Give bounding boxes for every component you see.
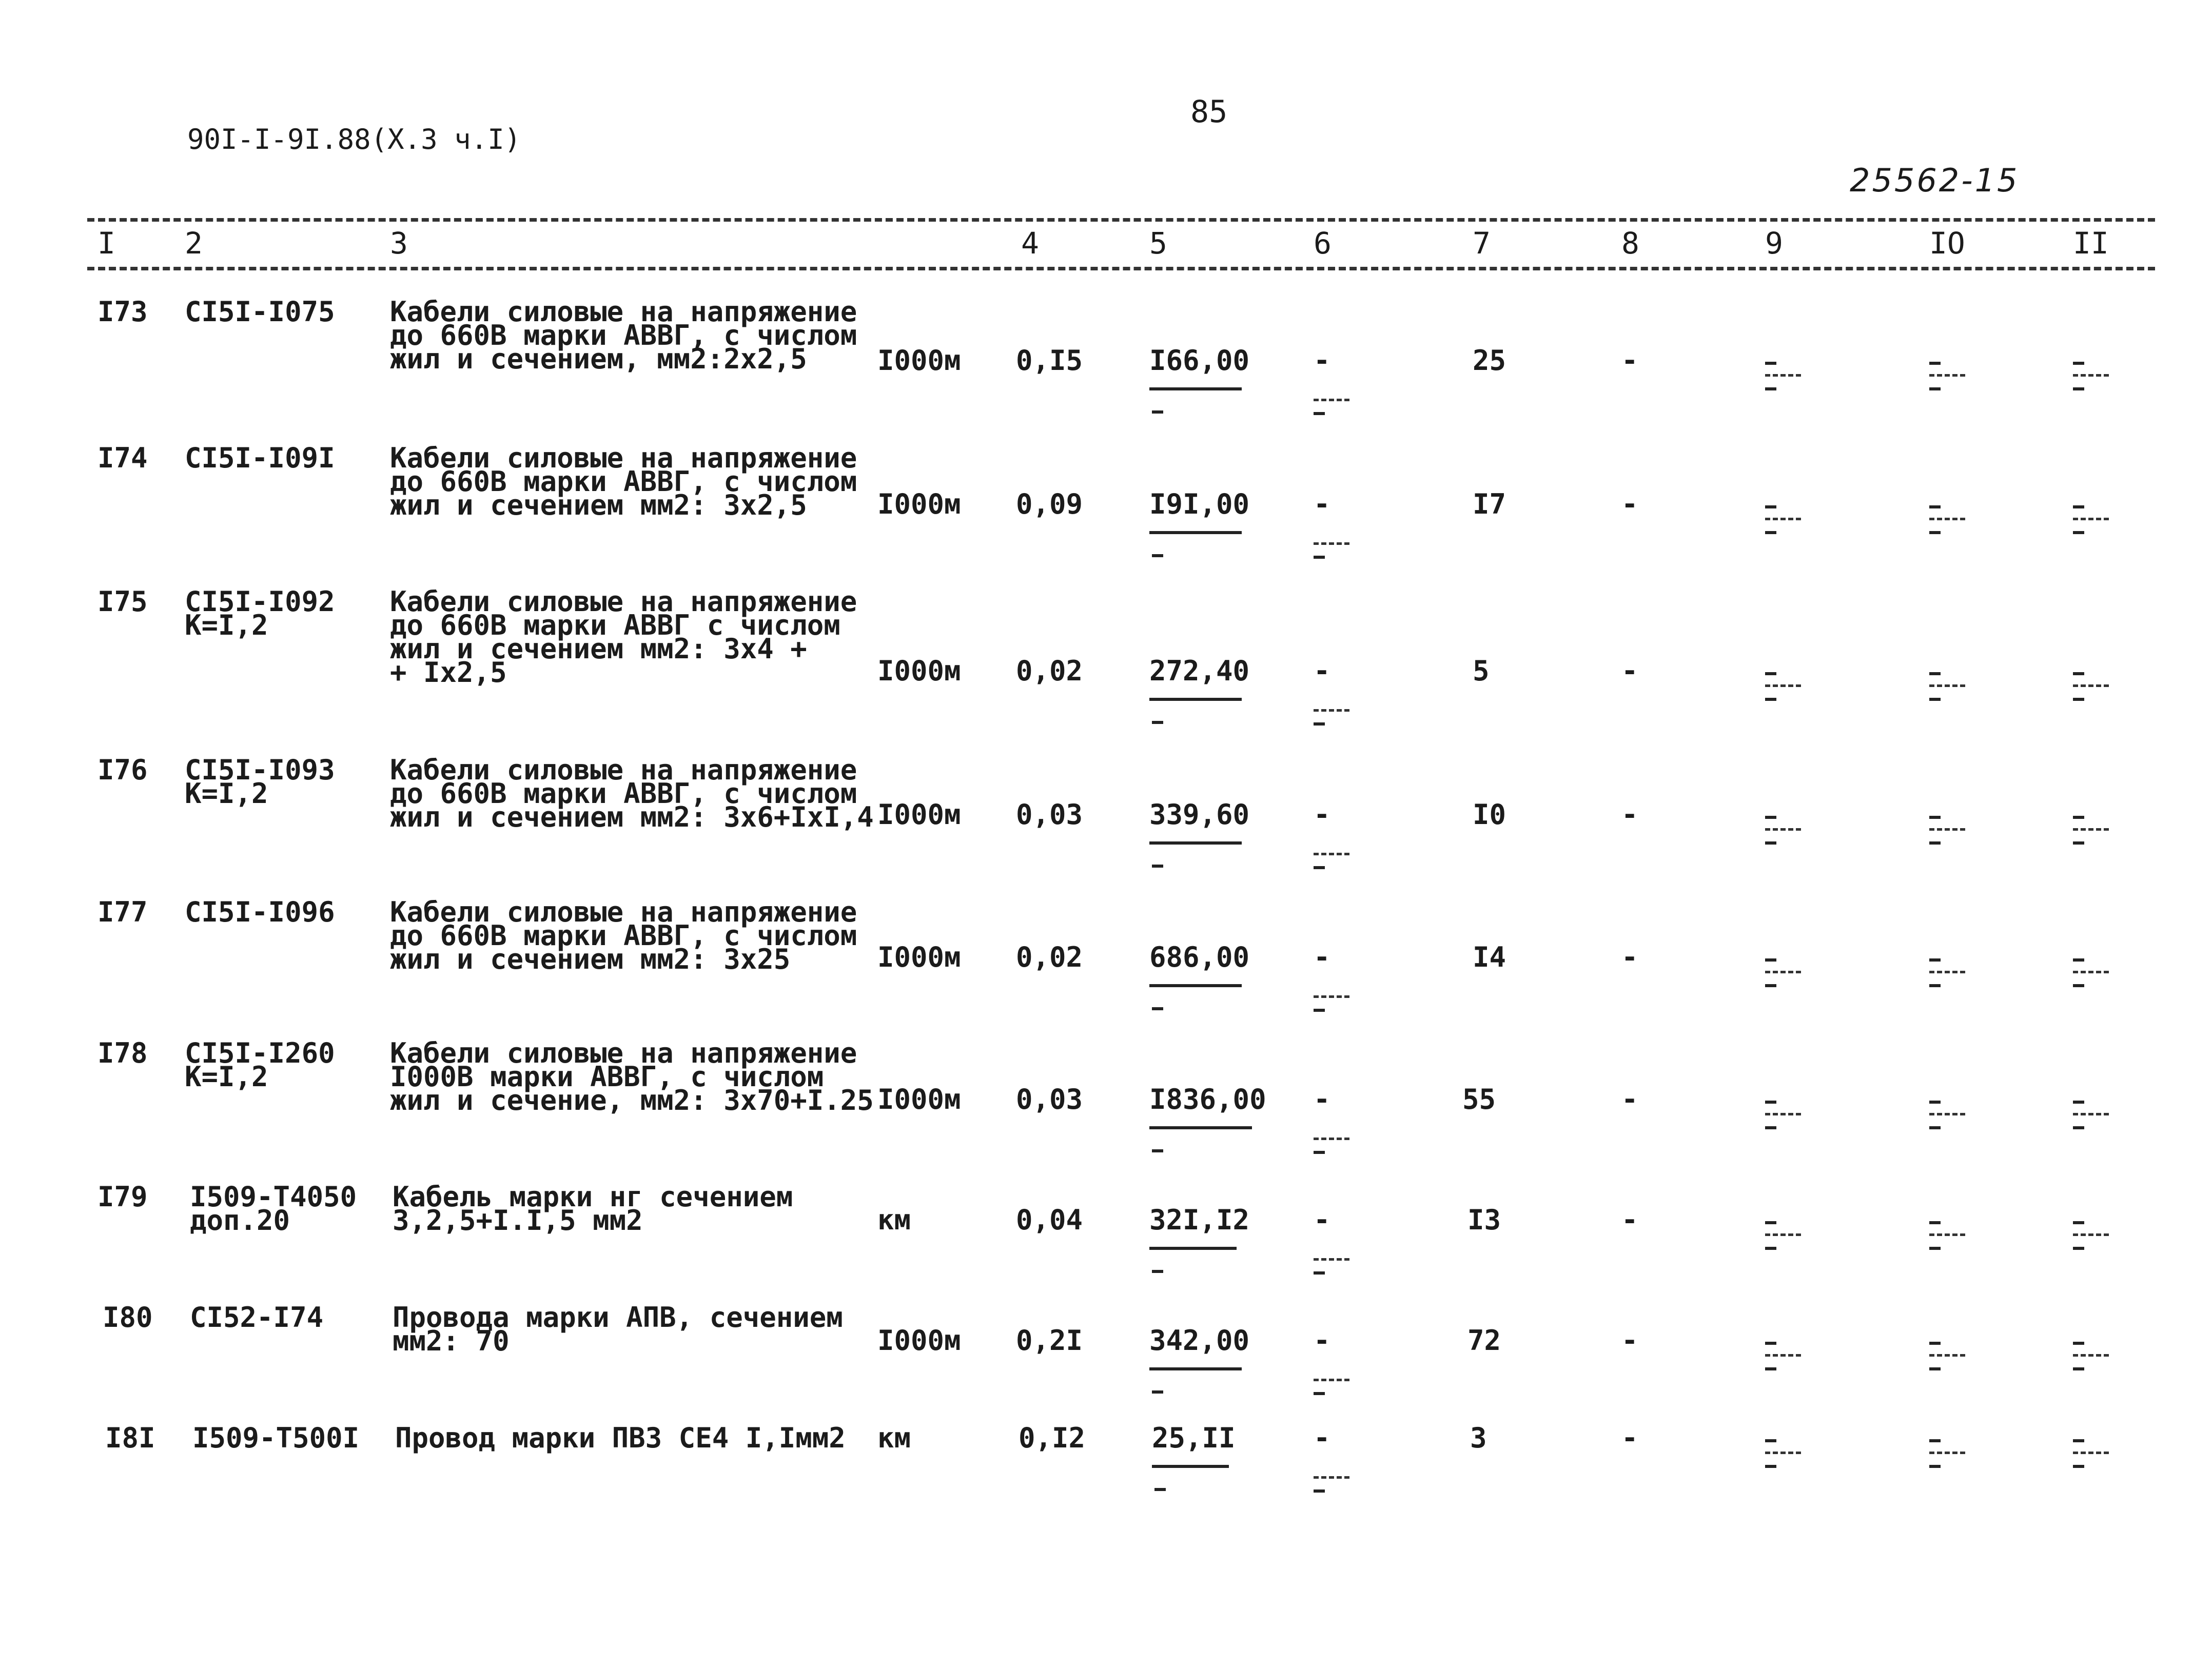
- row-unit: I000м: [877, 488, 961, 520]
- row-quantity: 0,03: [1016, 798, 1083, 831]
- col-header-1: I: [97, 226, 115, 261]
- row-code: CI52-I74: [190, 1301, 324, 1334]
- col6-marks: [1314, 1464, 1355, 1495]
- price-underline: [1149, 841, 1242, 845]
- col6-marks: [1314, 983, 1355, 1014]
- row-code: CI5I-I075: [185, 296, 335, 328]
- header-top-rule: [87, 218, 2155, 222]
- col11-marks: [2073, 1101, 2114, 1131]
- col9-marks: [1765, 505, 1806, 536]
- price-underline: [1149, 984, 1242, 987]
- price-underline: [1149, 698, 1242, 701]
- price-tick: [1152, 554, 1163, 557]
- row-quantity: 0,04: [1016, 1204, 1083, 1236]
- handwritten-stamp: 25562-15: [1850, 162, 2020, 199]
- col-header-3: 3: [390, 226, 408, 261]
- row-price: 686,00: [1149, 941, 1250, 973]
- row-description: Кабели силовые на напряжение до 660В марки АВВГ, с числом жил и сечением мм2: 3х25: [390, 896, 857, 975]
- table-row: [0, 585, 2212, 734]
- row-price: I66,00: [1149, 344, 1250, 377]
- table-row: [0, 1422, 2212, 1570]
- row-unit: I000м: [877, 941, 961, 973]
- row-col6: -: [1314, 1083, 1330, 1115]
- price-tick: [1154, 1488, 1166, 1491]
- col6-marks: [1314, 1366, 1355, 1397]
- table-row: [0, 296, 2212, 444]
- table-row: [0, 442, 2212, 590]
- row-number: I77: [97, 896, 148, 928]
- row-unit: км: [877, 1204, 911, 1236]
- col9-marks: [1765, 362, 1806, 393]
- table-row: [0, 896, 2212, 1044]
- col9-marks: [1765, 1342, 1806, 1373]
- row-col8: -: [1621, 798, 1638, 831]
- row-description: Кабель марки нг сечением 3,2,5+I.I,5 мм2: [393, 1181, 793, 1237]
- row-price: 25,II: [1152, 1422, 1236, 1454]
- row-col6: -: [1314, 941, 1330, 973]
- row-unit: I000м: [877, 798, 961, 831]
- table-row: [0, 1037, 2212, 1185]
- row-number: I79: [97, 1181, 148, 1213]
- col9-marks: [1765, 1439, 1806, 1470]
- row-col6: -: [1314, 655, 1330, 687]
- row-col7: 5: [1473, 655, 1490, 687]
- row-code: CI5I-I09I: [185, 442, 335, 474]
- col-header-9: 9: [1765, 226, 1783, 261]
- row-price: I9I,00: [1149, 488, 1250, 520]
- row-description: Кабели силовые на напряжение до 660В марки АВВГ, с числом жил и сечением, мм2:2х2,5: [390, 296, 857, 375]
- col6-marks: [1314, 1125, 1355, 1156]
- row-col8: -: [1621, 1422, 1638, 1454]
- price-underline: [1149, 1247, 1237, 1250]
- table-row: [0, 754, 2212, 902]
- col10-marks: [1929, 672, 1970, 703]
- row-description: Кабели силовые на напряжение I000В марки АВВГ, с числом жил и сечение, мм2: 3х70+I.25: [390, 1037, 874, 1116]
- row-unit: I000м: [877, 1324, 961, 1357]
- row-quantity: 0,03: [1016, 1083, 1083, 1115]
- col-header-8: 8: [1621, 226, 1639, 261]
- col10-marks: [1929, 1342, 1970, 1373]
- row-number: I76: [97, 754, 148, 786]
- col-header-10: IO: [1929, 226, 1965, 261]
- row-code: CI5I-I093 К=I,2: [185, 754, 335, 810]
- row-col8: -: [1621, 941, 1638, 973]
- row-code: I509-Т500I: [192, 1422, 360, 1454]
- col11-marks: [2073, 362, 2114, 393]
- row-col8: -: [1621, 1204, 1638, 1236]
- col6-marks: [1314, 697, 1355, 728]
- row-unit: I000м: [877, 344, 961, 377]
- row-col6: -: [1314, 798, 1330, 831]
- col10-marks: [1929, 816, 1970, 847]
- col10-marks: [1929, 958, 1970, 989]
- row-description: Кабели силовые на напряжение до 660В марки АВВГ, с числом жил и сечением мм2: 3х2,5: [390, 442, 857, 521]
- col10-marks: [1929, 505, 1970, 536]
- row-col7: I0: [1473, 798, 1506, 831]
- price-tick: [1152, 1390, 1163, 1394]
- col9-marks: [1765, 1221, 1806, 1252]
- row-code: CI5I-I096: [185, 896, 335, 928]
- row-col7: I7: [1473, 488, 1506, 520]
- price-tick: [1152, 1149, 1163, 1152]
- row-col8: -: [1621, 488, 1638, 520]
- price-tick: [1152, 721, 1163, 724]
- row-col8: -: [1621, 1083, 1638, 1115]
- col11-marks: [2073, 672, 2114, 703]
- row-col6: -: [1314, 1324, 1330, 1357]
- col6-marks: [1314, 530, 1355, 561]
- price-tick: [1152, 1007, 1163, 1010]
- row-col6: -: [1314, 344, 1330, 377]
- row-code: CI5I-I092 К=I,2: [185, 585, 335, 641]
- row-price: 342,00: [1149, 1324, 1250, 1357]
- price-underline: [1149, 1367, 1242, 1370]
- price-tick: [1152, 1270, 1163, 1273]
- col6-marks: [1314, 840, 1355, 871]
- row-col6: -: [1314, 1422, 1330, 1454]
- row-quantity: 0,02: [1016, 941, 1083, 973]
- row-number: I75: [97, 585, 148, 618]
- row-price: I836,00: [1149, 1083, 1266, 1115]
- row-unit: км: [877, 1422, 911, 1454]
- col-header-11: II: [2073, 226, 2109, 261]
- row-price: 339,60: [1149, 798, 1250, 831]
- row-col8: -: [1621, 1324, 1638, 1357]
- document-code: 90I-I-9I.88(X.3 ч.I): [187, 123, 521, 155]
- row-code: CI5I-I260 К=I,2: [185, 1037, 335, 1093]
- row-col7: 3: [1470, 1422, 1487, 1454]
- row-quantity: 0,02: [1016, 655, 1083, 687]
- row-unit: I000м: [877, 655, 961, 687]
- col10-marks: [1929, 362, 1970, 393]
- col-header-2: 2: [185, 226, 203, 261]
- row-description: Кабели силовые на напряжение до 660В марки АВВГ с числом жил и сечением мм2: 3х4 + + Iх2,5: [390, 585, 857, 689]
- row-col6: -: [1314, 488, 1330, 520]
- row-col7: I3: [1467, 1204, 1501, 1236]
- col11-marks: [2073, 958, 2114, 989]
- row-description: Провод марки ПВ3 СЕ4 I,Iмм2: [395, 1422, 846, 1454]
- price-underline: [1149, 531, 1242, 534]
- page-number: 85: [1190, 94, 1228, 130]
- row-number: I80: [103, 1301, 153, 1334]
- col6-marks: [1314, 386, 1355, 417]
- row-col7: I4: [1473, 941, 1506, 973]
- price-tick: [1152, 410, 1163, 414]
- col-header-7: 7: [1473, 226, 1491, 261]
- row-quantity: 0,2I: [1016, 1324, 1083, 1357]
- col6-marks: [1314, 1246, 1355, 1277]
- row-col7: 72: [1467, 1324, 1501, 1357]
- row-col8: -: [1621, 344, 1638, 377]
- header-bottom-rule: [87, 267, 2155, 270]
- row-number: I73: [97, 296, 148, 328]
- col9-marks: [1765, 672, 1806, 703]
- row-description: Кабели силовые на напряжение до 660В марки АВВГ, с числом жил и сечением мм2: 3х6+IхI,4: [390, 754, 874, 833]
- row-quantity: 0,I5: [1016, 344, 1083, 377]
- col10-marks: [1929, 1221, 1970, 1252]
- col9-marks: [1765, 1101, 1806, 1131]
- col11-marks: [2073, 816, 2114, 847]
- col11-marks: [2073, 1439, 2114, 1470]
- row-col6: -: [1314, 1204, 1330, 1236]
- row-quantity: 0,I2: [1019, 1422, 1086, 1454]
- price-tick: [1152, 865, 1163, 868]
- price-underline: [1149, 1126, 1252, 1129]
- row-description: Провода марки АПВ, сечением мм2: 70: [393, 1301, 843, 1357]
- col10-marks: [1929, 1101, 1970, 1131]
- col10-marks: [1929, 1439, 1970, 1470]
- row-number: I78: [97, 1037, 148, 1069]
- col11-marks: [2073, 1342, 2114, 1373]
- col-header-5: 5: [1149, 226, 1167, 261]
- col9-marks: [1765, 958, 1806, 989]
- row-col7: 55: [1462, 1083, 1496, 1115]
- row-price: 32I,I2: [1149, 1204, 1250, 1236]
- row-price: 272,40: [1149, 655, 1250, 687]
- row-col7: 25: [1473, 344, 1506, 377]
- col11-marks: [2073, 505, 2114, 536]
- col-header-6: 6: [1314, 226, 1332, 261]
- col9-marks: [1765, 816, 1806, 847]
- col11-marks: [2073, 1221, 2114, 1252]
- row-quantity: 0,09: [1016, 488, 1083, 520]
- row-number: I74: [97, 442, 148, 474]
- row-unit: I000м: [877, 1083, 961, 1115]
- row-col8: -: [1621, 655, 1638, 687]
- row-number: I8I: [105, 1422, 155, 1454]
- row-code: I509-Т4050 доп.20: [190, 1181, 357, 1237]
- price-underline: [1152, 1465, 1229, 1468]
- col-header-4: 4: [1021, 226, 1039, 261]
- price-underline: [1149, 387, 1242, 390]
